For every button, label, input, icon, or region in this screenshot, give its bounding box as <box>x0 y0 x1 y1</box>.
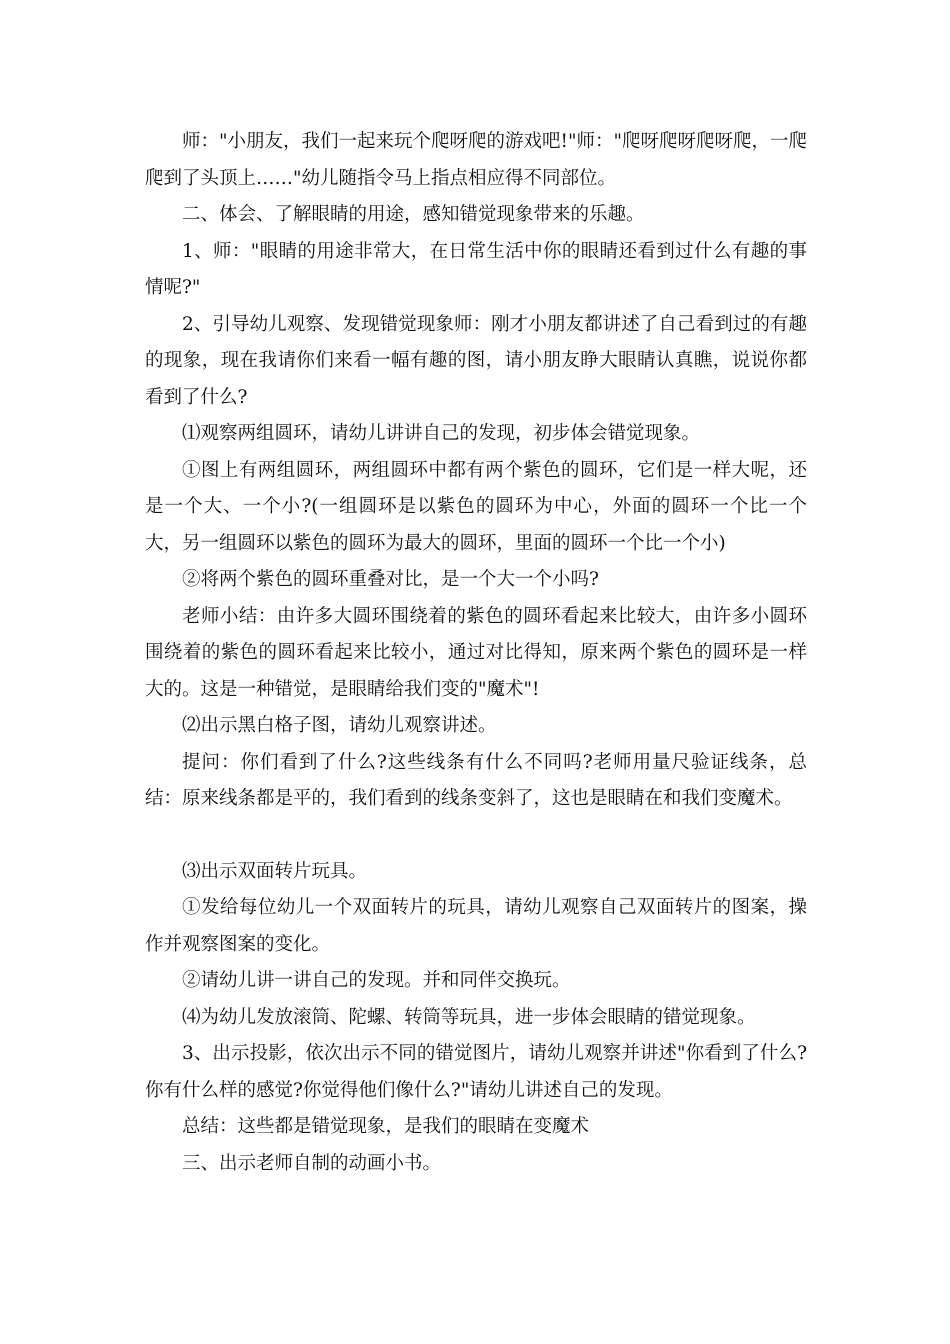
paragraph-circles-1: ①图上有两组圆环，两组圆环中都有两个紫色的圆环，它们是一样大呢，还是一个大、一个小?(一组圆环是以紫色的圆环为中心，外面的圆环一个比一个大，另一组圆环以紫色的圆环为最大的圆环，里面的圆环一个比一个小) <box>145 459 807 554</box>
paragraph-circles-2: ②将两个紫色的圆环重叠对比，是一个大一个小吗? <box>182 569 599 590</box>
paragraph-sub-4: ⑷为幼儿发放滚筒、陀螺、转筒等玩具，进一步体会眼睛的错觉现象。 <box>182 1006 756 1028</box>
paragraph-step-1: 1、师："眼睛的用途非常大，在日常生活中你的眼睛还看到过什么有趣的事情呢?" <box>145 240 807 298</box>
paragraph-conclusion: 总结：这些都是错觉现象，是我们的眼睛在变魔术 <box>182 1116 590 1137</box>
paragraph-step-2: 2、引导幼儿观察、发现错觉现象师：刚才小朋友都讲述了自己看到过的有趣的现象，现在我请你们来看一幅有趣的图，请小朋友睁大眼睛认真瞧，说说你都看到了什么? <box>145 313 807 408</box>
section-heading-3: 三、出示老师自制的动画小书。 <box>182 1152 442 1174</box>
paragraph-sub-3: ⑶出示双面转片玩具。 <box>182 860 368 882</box>
blank-line <box>145 818 807 854</box>
paragraph-step-3: 3、出示投影，依次出示不同的错觉图片，请幼儿观察并讲述"你看到了什么?你有什么样的感觉?你觉得他们像什么?"请幼儿讲述自己的发现。 <box>145 1043 807 1101</box>
paragraph-question: 提问：你们看到了什么?这些线条有什么不同吗?老师用量尺验证线条，总结：原来线条都是平的，我们看到的线条变斜了，这也是眼睛在和我们变魔术。 <box>145 751 807 809</box>
paragraph-sub-1: ⑴观察两组圆环，请幼儿讲讲自己的发现，初步体会错觉现象。 <box>182 423 701 444</box>
paragraph-finger-game: 师："小朋友，我们一起来玩个爬呀爬的游戏吧!"师："爬呀爬呀爬呀爬，一爬爬到了头顶上……"幼儿随指令马上指点相应得不同部位。 <box>145 131 807 189</box>
paragraph-toy-1: ①发给每位幼儿一个双面转片的玩具，请幼儿观察自己双面转片的图案，操作并观察图案的变化。 <box>145 897 807 955</box>
paragraph-sub-2: ⑵出示黑白格子图，请幼儿观察讲述。 <box>182 715 497 736</box>
paragraph-toy-2: ②请幼儿讲一讲自己的发现。并和同伴交换玩。 <box>182 970 571 991</box>
paragraph-teacher-summary: 老师小结：由许多大圆环围绕着的紫色的圆环看起来比较大，由许多小圆环围绕着的紫色的圆环看起来比较小，通过对比得知，原来两个紫色的圆环是一样大的。这是一种错觉，是眼睛给我们变的"魔术"! <box>145 605 807 700</box>
document-body <box>145 124 807 1182</box>
section-heading-2: 二、体会、了解眼睛的用途，感知错觉现象带来的乐趣。 <box>182 204 645 225</box>
